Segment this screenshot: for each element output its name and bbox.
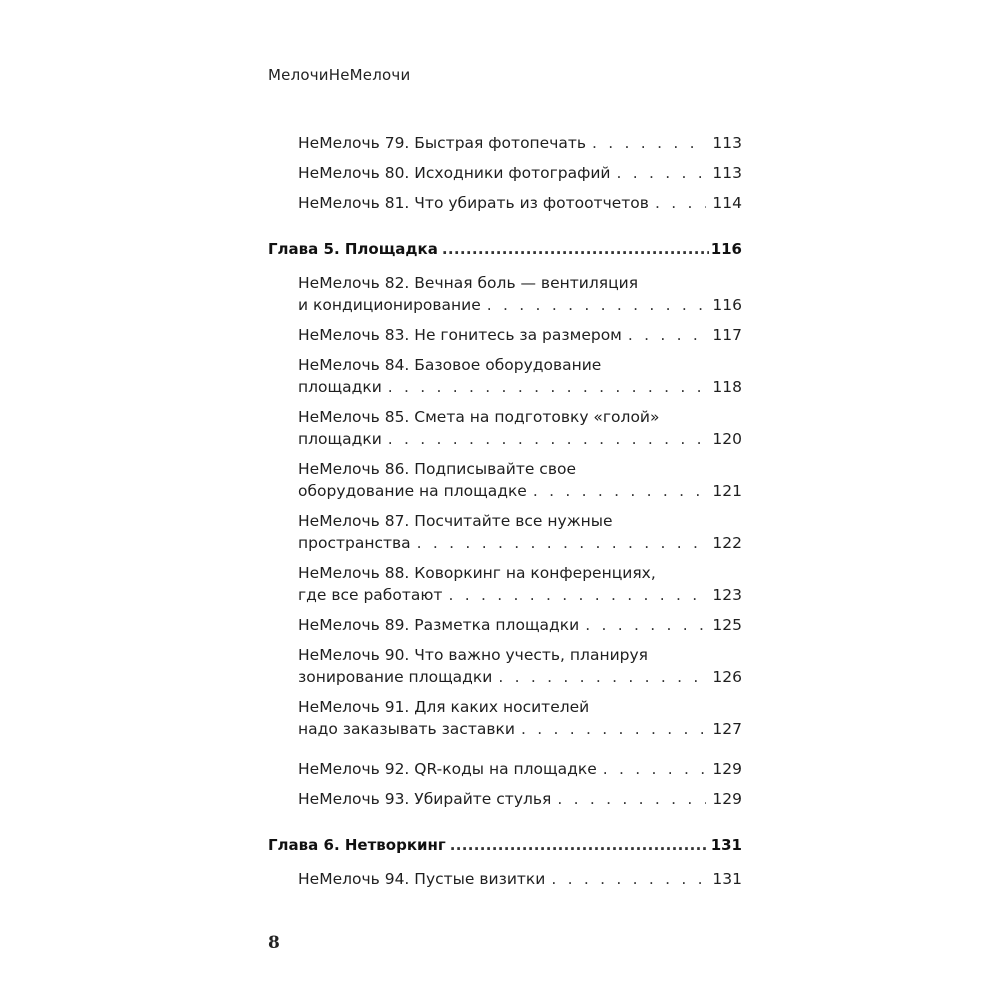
toc-entry-79[interactable]: [298, 132, 742, 154]
toc-entry-84[interactable]: [298, 354, 742, 398]
running-head: МелочиНеМелочи: [268, 66, 411, 84]
leader-dots: [442, 240, 709, 258]
toc-entry-title: НеМелочь 92. QR-коды на площадке: [298, 760, 597, 778]
page-number: 125: [712, 616, 742, 634]
toc-entry-title-line: НеМелочь 90. Что важно учесть, планируя: [298, 646, 648, 664]
folio-page-number: 8: [268, 933, 280, 953]
toc-entry-title-line: надо заказывать заставки: [298, 720, 515, 738]
toc-entry-title-line: НеМелочь 91. Для каких носителей: [298, 698, 590, 716]
leader-dots: [628, 324, 707, 346]
toc-chapter-5[interactable]: [268, 240, 742, 258]
page-number: 131: [710, 836, 742, 854]
page-number: 127: [712, 720, 742, 738]
toc-entry-92[interactable]: [298, 758, 742, 780]
toc-entry-82[interactable]: [298, 272, 742, 316]
page-number: 121: [712, 482, 742, 500]
leader-dots: [616, 162, 706, 184]
toc-entry-title: НеМелочь 83. Не гонитесь за размером: [298, 326, 622, 344]
toc-entry-93[interactable]: [298, 788, 742, 810]
leader-dots: [448, 584, 706, 606]
leader-dots: [498, 666, 706, 688]
leader-dots: [585, 614, 706, 636]
toc-entry-title-line: НеМелочь 84. Базовое оборудование: [298, 356, 602, 374]
toc-entry-94[interactable]: [298, 868, 742, 890]
chapter-title: Глава 5. Площадка: [268, 240, 438, 258]
toc-entry-title: НеМелочь 89. Разметка площадки: [298, 616, 580, 634]
page-number: 113: [712, 164, 742, 182]
toc-entry-title: НеМелочь 93. Убирайте стулья: [298, 790, 552, 808]
leader-dots: [533, 480, 707, 502]
toc-chapter-6[interactable]: [268, 836, 742, 854]
toc-entry-title-line: и кондиционирование: [298, 296, 481, 314]
toc-entry-title: НеМелочь 79. Быстрая фотопечать: [298, 134, 587, 152]
toc-entry-title-line: пространства: [298, 534, 411, 552]
toc-entry-title-line: НеМелочь 87. Посчитайте все нужные: [298, 512, 613, 530]
page-number: 116: [712, 296, 742, 314]
toc-entry-90[interactable]: [298, 644, 742, 688]
toc-entry-81[interactable]: [298, 192, 742, 214]
toc-entry-83[interactable]: [298, 324, 742, 346]
toc-entry-title-line: НеМелочь 82. Вечная боль — вентиляция: [298, 274, 639, 292]
toc-entry-title-line: зонирование площадки: [298, 668, 493, 686]
leader-dots: [592, 132, 706, 154]
page-number: 129: [712, 790, 742, 808]
toc-entry-title: НеМелочь 81. Что убирать из фотоотчетов: [298, 194, 649, 212]
toc-entry-title-line: оборудование на площадке: [298, 482, 527, 500]
toc-entry-title-line: площадки: [298, 378, 382, 396]
leader-dots: [487, 294, 707, 316]
toc-entry-title: НеМелочь 94. Пустые визитки: [298, 870, 546, 888]
page-number: 120: [712, 430, 742, 448]
page-number: 114: [712, 194, 742, 212]
toc-entry-title-line: площадки: [298, 430, 382, 448]
leader-dots: [557, 788, 706, 810]
page-number: 131: [712, 870, 742, 888]
toc-entry-88[interactable]: [298, 562, 742, 606]
page-number: 117: [712, 326, 742, 344]
leader-dots: [551, 868, 706, 890]
chapter-title: Глава 6. Нетворкинг: [268, 836, 446, 854]
toc-entry-85[interactable]: [298, 406, 742, 450]
toc-entry-89[interactable]: [298, 614, 742, 636]
toc-entry-80[interactable]: [298, 162, 742, 184]
leader-dots: [521, 718, 706, 740]
toc-entry-87[interactable]: [298, 510, 742, 554]
page-number: 129: [712, 760, 742, 778]
leader-dots: [450, 836, 709, 854]
leader-dots: [388, 376, 707, 398]
toc-entry-title-line: НеМелочь 88. Коворкинг на конференциях,: [298, 564, 656, 582]
page-number: 118: [712, 378, 742, 396]
leader-dots: [655, 192, 706, 214]
toc-entry-title-line: НеМелочь 86. Подписывайте свое: [298, 460, 576, 478]
leader-dots: [603, 758, 707, 780]
toc-entry-title-line: где все работают: [298, 586, 443, 604]
toc-entry-91[interactable]: [298, 696, 742, 740]
page-number: 113: [712, 134, 742, 152]
toc-entry-title-line: НеМелочь 85. Смета на подготовку «голой»: [298, 408, 660, 426]
page-number: 122: [712, 534, 742, 552]
page-number: 116: [710, 240, 742, 258]
page-number: 123: [712, 586, 742, 604]
toc-entry-86[interactable]: [298, 458, 742, 502]
leader-dots: [388, 428, 707, 450]
toc-entry-title: НеМелочь 80. Исходники фотографий: [298, 164, 611, 182]
page-number: 126: [712, 668, 742, 686]
leader-dots: [417, 532, 707, 554]
